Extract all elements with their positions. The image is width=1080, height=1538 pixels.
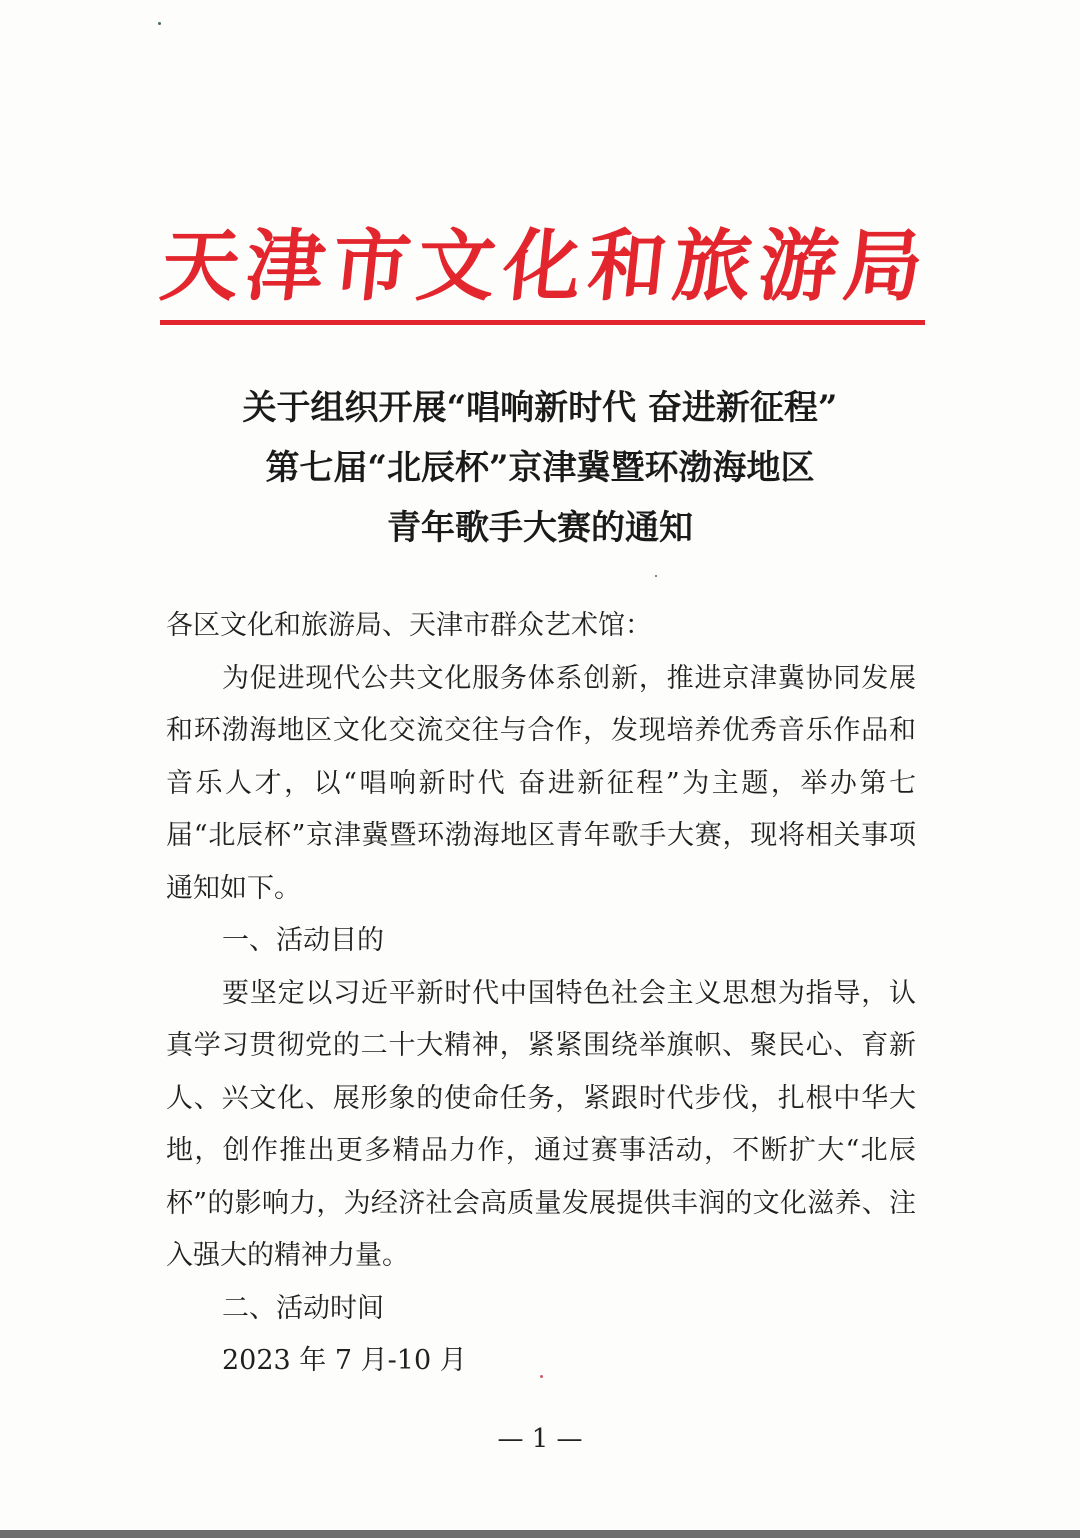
issuer-header-char: 旅 [668, 222, 757, 312]
issuer-header-char: 游 [754, 222, 842, 312]
issuer-header-char: 市 [327, 222, 415, 312]
issuer-header-char: 文 [412, 222, 501, 312]
title-line-2: 第七届“北辰杯”京津冀暨环渤海地区 [265, 448, 815, 488]
page-number: — 1 — [497, 1424, 583, 1454]
title-line-1: 关于组织开展“唱响新时代 奋进新征程” [242, 388, 838, 428]
scan-bottom-edge [0, 1530, 1080, 1538]
issuer-header-char: 天 [156, 222, 244, 312]
issuer-header-char: 局 [839, 222, 927, 312]
section-2-heading: 二、活动时间 [222, 1292, 384, 1324]
document-title [120, 378, 960, 558]
title-line-3: 青年歌手大赛的通知 [387, 508, 693, 548]
document-body [166, 600, 916, 1388]
scan-speck [540, 1375, 543, 1378]
section-2-date: 2023 年 7 月-10 月 [222, 1345, 467, 1376]
scan-speck [158, 22, 161, 25]
red-divider-line [160, 320, 925, 325]
issuer-header [156, 205, 927, 315]
greeting-line: 各区文化和旅游局、天津市群众艺术馆： [166, 610, 652, 641]
scan-speck [655, 575, 657, 577]
section-1-heading: 一、活动目的 [222, 925, 384, 956]
intro-paragraph: 为促进现代公共文化服务体系创新，推进京津冀协同发展和环渤海地区文化交流交往与合作，发现培养优秀音乐作品和音乐人才，以“唱响新时代 奋进新征程”为主题，举办第七届“北辰杯”京津冀暨环渤海地区青年歌手大赛，现将相关事项通知如下。 [166, 662, 916, 904]
issuer-header-char: 和 [583, 222, 671, 312]
section-1-paragraph: 要坚定以习近平新时代中国特色社会主义思想为指导，认真学习贯彻党的二十大精神，紧紧围绕举旗帜、聚民心、育新人、兴文化、展形象的使命任务，紧跟时代步伐，扎根中华大地，创作推出更多精品力作，通过赛事活动，不断扩大“北辰杯”的影响力，为经济社会高质量发展提供丰润的文化滋养、注入强大的精神力量。 [166, 977, 916, 1271]
issuer-header-char: 化 [498, 222, 586, 312]
issuer-header-char: 津 [241, 222, 330, 312]
